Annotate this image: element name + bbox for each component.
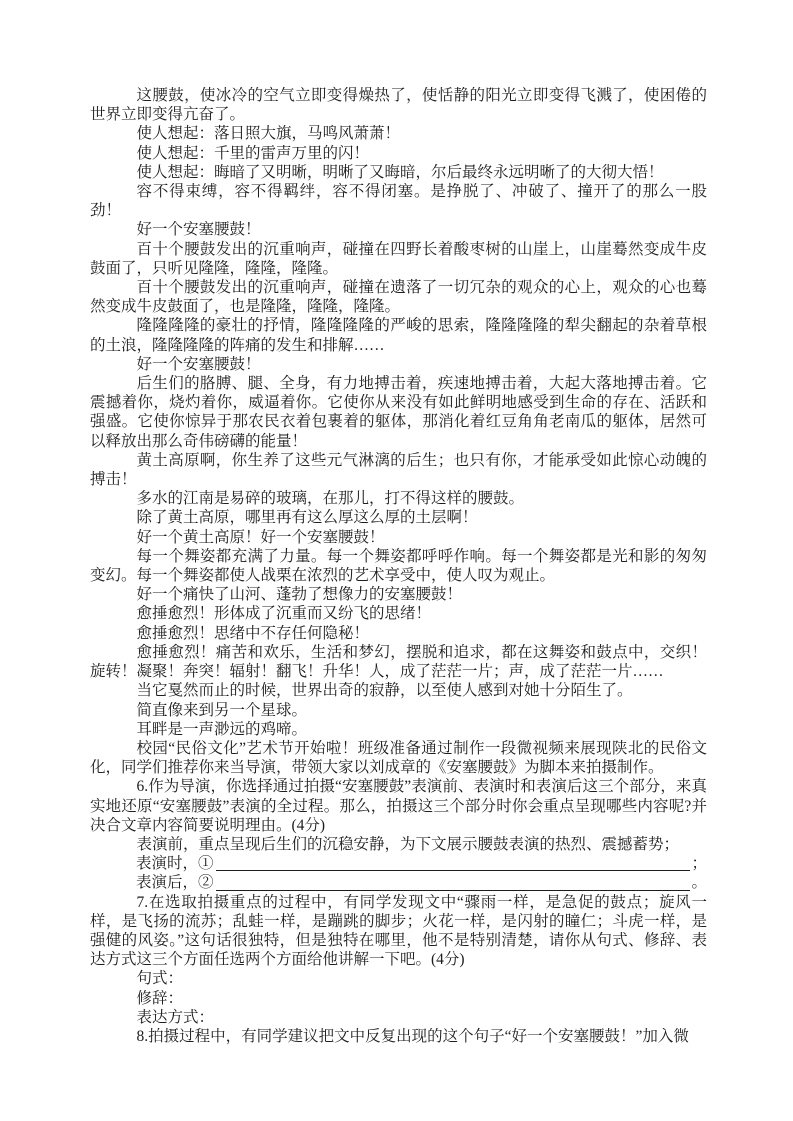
passage-paragraph: 好一个黄土高原！好一个安塞腰鼓！ (136, 528, 385, 546)
question-6-given-answer: 表演前，重点呈现后生们的沉稳安静，为下文展示腰鼓表演的热烈、震撼蓄势； (136, 835, 680, 853)
question-7-answer-label-sentence-pattern: 句式： (136, 970, 184, 988)
passage-paragraph: 好一个安塞腰鼓！ (136, 355, 261, 373)
passage-paragraph: 当它戛然而止的时候，世界出奇的寂静，以至使人感到对她十分陌生了。 (136, 682, 633, 700)
passage-paragraph: 好一个痛快了山河、蓬勃了想像力的安塞腰鼓！ (136, 586, 463, 604)
passage-paragraph: 百十个腰鼓发出的沉重响声，碰撞在遗落了一切冗杂的观众的心上，观众的心也蓦然变成牛皮鼓面了，也是隆隆，隆隆，隆隆。 (90, 279, 707, 316)
question-6-prompt: 6.作为导演，你选择通过拍摄“安塞腰鼓”表演前、表演时和表演后这三个部分，来真实地还原“安塞腰鼓”表演的全过程。那么，拍摄这三个部分时你会重点呈现哪些内容呢?并决合文章内容简要说明理由。(4分) (90, 778, 707, 834)
question-7-answer-label-rhetoric: 修辞： (136, 989, 184, 1007)
question-6-answer-line-2 (90, 873, 707, 892)
passage-paragraph: 容不得束缚，容不得羁绊，容不得闭塞。是挣脱了、冲破了、撞开了的那么一股劲！ (90, 183, 707, 220)
blank-1-label: 表演时，① (136, 855, 214, 873)
passage-paragraph: 这腰鼓，使冰冷的空气立即变得燥热了，使恬静的阳光立即变得飞溅了，使困倦的世界立即变得亢奋了。 (90, 87, 707, 124)
question-8-prompt: 8.拍摄过程中，有同学建议把文中反复出现的这个句子“好一个安塞腰鼓！”加入微 (136, 1027, 689, 1045)
passage-paragraph: 使人想起：晦暗了又明晰，明晰了又晦暗，尔后最终永远明晰了的大彻大悟！ (136, 163, 664, 181)
passage-paragraph: 百十个腰鼓发出的沉重响声，碰撞在四野长着酸枣树的山崖上，山崖蓦然变成牛皮鼓面了，只听见隆隆，隆隆，隆隆。 (90, 240, 707, 277)
question-6-answer-line-1 (90, 854, 707, 873)
blank-1-suffix: ； (691, 855, 707, 873)
passage-paragraph: 简直像来到另一个星球。 (136, 701, 308, 719)
exam-text-column (90, 86, 707, 1046)
answer-blank-underline-1[interactable] (216, 855, 691, 871)
passage-paragraph: 后生们的胳膊、腿、全身，有力地搏击着，疾速地搏击着，大起大落地搏击着。它震撼着你，烧灼着你，威逼着你。它使你从来没有如此鲜明地感受到生命的存在、活跃和强盛。它使你惊异于那农民衣着包裹着的躯体，那消化着红豆角角老南瓜的躯体，居然可以释放出那么奇伟磅礴的能量！ (90, 375, 707, 450)
passage-paragraph: 使人想起：落日照大旗，马鸣风萧萧！ (136, 125, 401, 143)
passage-paragraph: 愈捶愈烈！形体成了沉重而又纷飞的思绪！ (136, 605, 432, 623)
passage-paragraph: 每一个舞姿都充满了力量。每一个舞姿都呼呼作响。每一个舞姿都是光和影的匆匆变幻。每一个舞姿都使人战栗在浓烈的艺术享受中，使人叹为观止。 (90, 547, 707, 585)
task-intro-paragraph: 校园“民俗文化”艺术节开始啦！班级准备通过制作一段微视频来展现陕北的民俗文化，同学们推荐你来当导演，带领大家以刘成章的《安塞腰鼓》为脚本来拍摄制作。 (90, 739, 707, 777)
passage-paragraph: 黄土高原啊，你生养了这些元气淋漓的后生；也只有你，才能承受如此惊心动魄的搏击！ (90, 451, 707, 489)
answer-blank-underline-2[interactable] (216, 875, 691, 891)
passage-paragraph: 愈捶愈烈！思绪中不存任何隐秘！ (136, 624, 370, 642)
passage-paragraph: 愈捶愈烈！痛苦和欢乐，生活和梦幻，摆脱和追求，都在这舞姿和鼓点中，交织！旋转！凝聚！奔突！辐射！翻飞！升华！人，成了茫茫一片；声，成了茫茫一片…… (90, 643, 707, 681)
blank-2-label: 表演后，② (136, 874, 214, 892)
passage-paragraph: 使人想起：千里的雷声万里的闪！ (136, 144, 370, 162)
passage-paragraph: 耳畔是一声渺远的鸡啼。 (136, 720, 308, 738)
question-7-answer-label-expression: 表达方式： (136, 1008, 215, 1026)
passage-paragraph: 好一个安塞腰鼓！ (136, 221, 261, 239)
passage-paragraph: 除了黄土高原，哪里再有这么厚这么厚的土层啊！ (136, 509, 478, 527)
blank-2-suffix: 。 (691, 874, 707, 892)
question-7-prompt: 7.在选取拍摄重点的过程中，有同学发现文中“骤雨一样，是急促的鼓点；旋风一样，是飞扬的流苏；乱蛙一样，是蹦跳的脚步；火花一样，是闪射的瞳仁；斗虎一样，是强健的风姿。”这句话很独特，但是独特在哪里，他不是特别清楚，请你从句式、修辞、表达方式这三个方面任选两个方面给他讲解一下吧。(4分) (90, 893, 707, 969)
passage-paragraph: 隆隆隆隆的豪壮的抒情，隆隆隆隆的严峻的思索，隆隆隆隆的犁尖翻起的杂着草根的土浪，隆隆隆隆的阵痛的发生和排解…… (90, 317, 707, 354)
passage-paragraph: 多水的江南是易碎的玻璃，在那儿，打不得这样的腰鼓。 (136, 490, 525, 508)
